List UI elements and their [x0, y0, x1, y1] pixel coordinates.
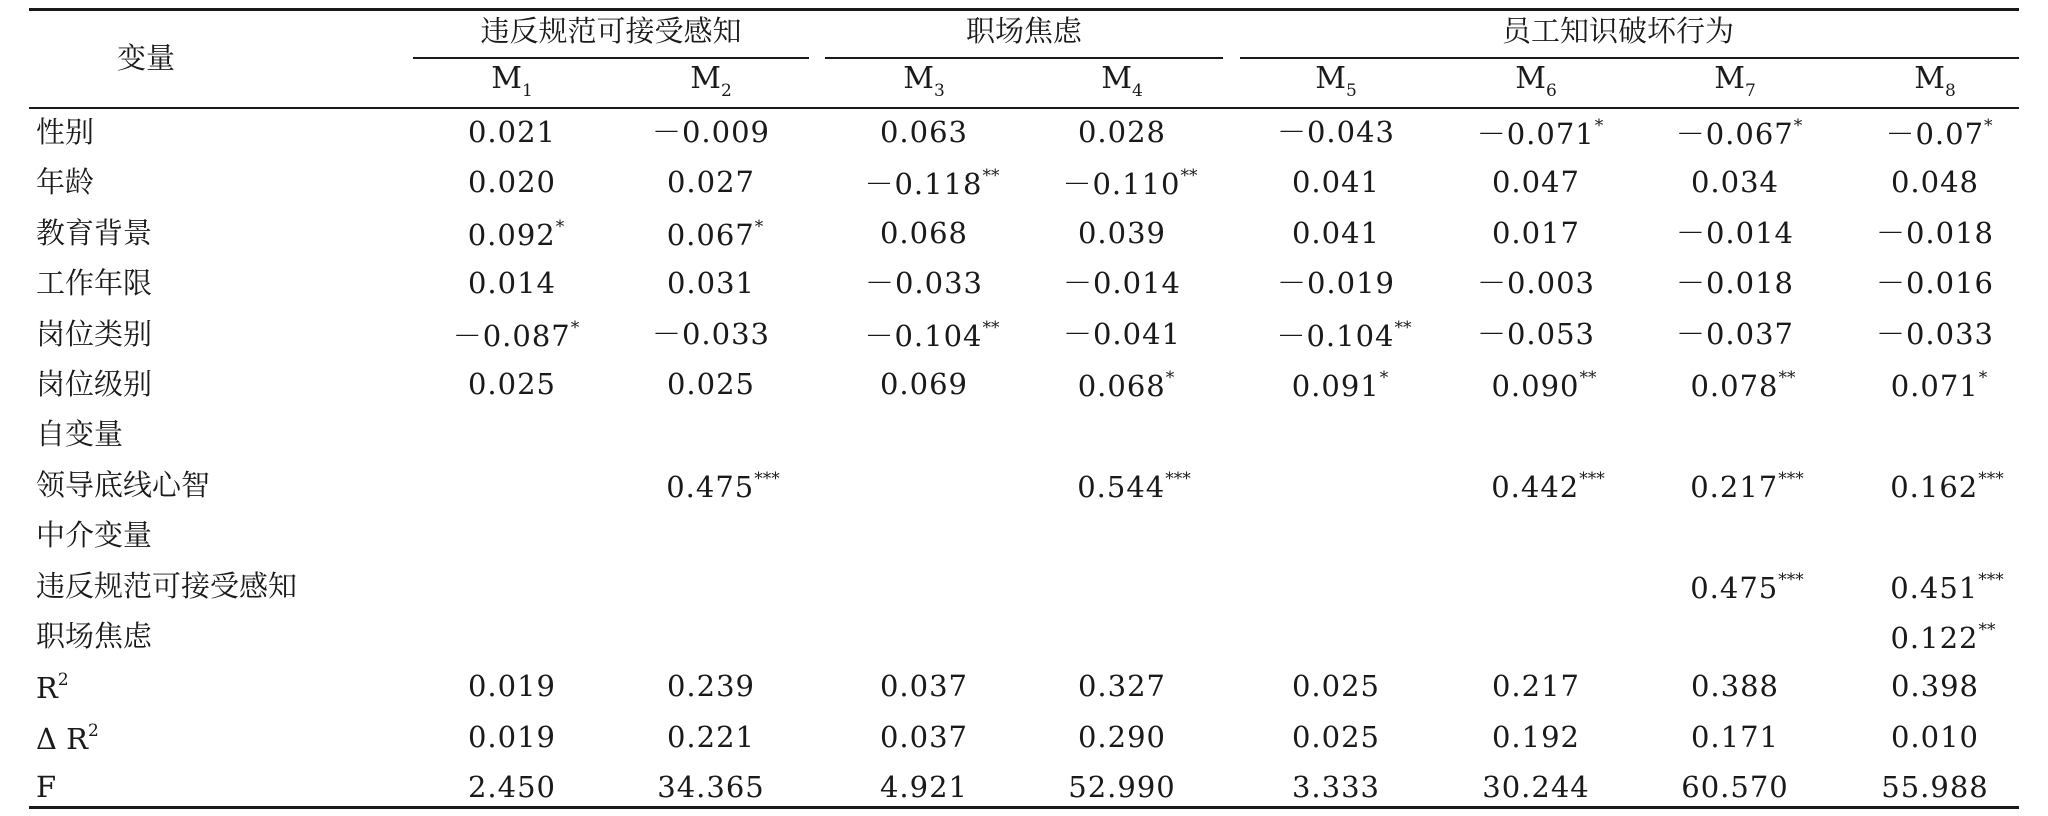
- table-cell: [1292, 370, 1389, 401]
- row-label-text: 教育背景: [36, 216, 153, 250]
- table-cell: [651, 115, 771, 149]
- row-label: [36, 266, 153, 300]
- cell-value: 0.221: [666, 720, 756, 754]
- table-cell: [1881, 770, 1989, 804]
- table-cell: [667, 219, 764, 250]
- model-header-subscript: 5: [1345, 81, 1357, 101]
- cell-value: 0.025: [666, 367, 756, 401]
- table-cell: [453, 320, 580, 351]
- cell-value: 0.041: [1291, 216, 1381, 250]
- significance-mark: **: [1778, 368, 1796, 388]
- cell-value: －0.033: [1875, 317, 1995, 351]
- table-cell: [1077, 669, 1167, 703]
- table-cell: [1077, 115, 1167, 149]
- cell-value: 0.067: [666, 218, 755, 252]
- table-cell: [879, 770, 969, 804]
- table-cell: [1891, 370, 1988, 401]
- cell-value: 0.451: [1890, 571, 1979, 605]
- cell-value: －0.067: [1675, 117, 1794, 151]
- cell-value: 0.025: [1291, 669, 1381, 703]
- cell-value: －0.018: [1675, 266, 1795, 300]
- table-cell: [467, 720, 557, 754]
- model-header: [903, 61, 945, 101]
- table-cell: [1890, 622, 1995, 653]
- cell-value: 0.217: [1491, 669, 1581, 703]
- cell-value: 0.092: [467, 218, 556, 252]
- cell-value: 0.039: [1077, 216, 1167, 250]
- table-cell: [1291, 720, 1381, 754]
- table-cell: [1690, 165, 1780, 199]
- model-header-base: M: [1515, 61, 1546, 96]
- cell-value: 0.171: [1690, 720, 1780, 754]
- cell-value: 0.047: [1491, 165, 1581, 199]
- table-cell: [879, 720, 969, 754]
- significance-mark: ***: [1978, 570, 2004, 590]
- cell-value: －0.033: [651, 317, 771, 351]
- table-cell: [651, 317, 771, 351]
- table-cell: [1875, 266, 1995, 300]
- model-header-base: M: [1714, 61, 1745, 96]
- row-label: [36, 569, 298, 603]
- table-cell: [1690, 720, 1780, 754]
- cell-value: 0.069: [879, 367, 969, 401]
- model-header-base: M: [1914, 61, 1945, 96]
- cell-value: 0.192: [1491, 720, 1581, 754]
- table-cell: [1491, 165, 1581, 199]
- significance-mark: ***: [1778, 570, 1804, 590]
- table-cell: [1077, 471, 1191, 502]
- model-header-subscript: 7: [1744, 81, 1756, 101]
- row-label-text: 性别: [36, 115, 95, 149]
- table-cell: [467, 669, 557, 703]
- table-cell: [1078, 370, 1175, 401]
- table-cell: [864, 266, 984, 300]
- table-cell: [1681, 770, 1789, 804]
- cell-value: 3.333: [1291, 770, 1381, 804]
- table-cell: [467, 165, 557, 199]
- table-cell: [1890, 165, 1980, 199]
- cell-value: 0.041: [1291, 165, 1381, 199]
- model-header-subscript: 4: [1131, 81, 1143, 101]
- row-label-text: 职场焦虑: [36, 619, 153, 653]
- table-cell: [1062, 317, 1182, 351]
- cell-value: 0.021: [467, 115, 557, 149]
- table-cell: [1690, 669, 1780, 703]
- row-label-text: Δ R: [36, 722, 88, 756]
- row-label: [36, 619, 153, 653]
- significance-mark: **: [1978, 620, 1996, 640]
- cell-value: －0.053: [1476, 317, 1596, 351]
- table-cell: [1885, 118, 1992, 149]
- cell-value: －0.07: [1885, 117, 1985, 151]
- significance-mark: **: [982, 318, 1000, 338]
- row-label: [36, 115, 95, 149]
- cell-value: 0.025: [1291, 720, 1381, 754]
- cell-value: 0.327: [1077, 669, 1167, 703]
- row-label: [36, 216, 153, 250]
- table-bottom-rule: [29, 806, 2019, 809]
- table-cell: [879, 115, 969, 149]
- table-cell: [1291, 216, 1381, 250]
- table-cell: [1491, 720, 1581, 754]
- cell-value: 0.090: [1491, 369, 1580, 403]
- row-label-text: 岗位类别: [36, 317, 153, 351]
- table-cell: [1062, 168, 1197, 199]
- cell-value: 0.027: [666, 165, 756, 199]
- table-cell: [666, 471, 780, 502]
- cell-value: 34.365: [657, 770, 765, 804]
- cell-value: 0.475: [666, 470, 755, 504]
- cell-value: 0.020: [467, 165, 557, 199]
- table-cell: [666, 165, 756, 199]
- table-cell: [1890, 572, 2004, 603]
- row-label: [36, 317, 153, 351]
- row-label-text: 岗位级别: [36, 367, 153, 401]
- table-cell: [1675, 317, 1795, 351]
- stub-header: 变量: [116, 41, 176, 75]
- cell-value: 0.217: [1690, 470, 1779, 504]
- table-cell: [666, 367, 756, 401]
- significance-mark: *: [1379, 368, 1389, 388]
- cell-value: 0.025: [467, 367, 557, 401]
- row-label-superscript: 2: [57, 670, 69, 690]
- cell-value: 0.017: [1491, 216, 1581, 250]
- group-header-norm-violation: 违反规范可接受感知: [480, 14, 742, 48]
- model-header-subscript: 8: [1944, 81, 1956, 101]
- row-label: [36, 417, 124, 451]
- cell-value: 0.091: [1291, 369, 1380, 403]
- table-cell: [1291, 669, 1381, 703]
- significance-mark: **: [982, 166, 1000, 186]
- model-header-base: M: [491, 61, 522, 96]
- cell-value: －0.037: [1675, 317, 1795, 351]
- significance-mark: **: [1579, 368, 1597, 388]
- table-cell: [1077, 216, 1167, 250]
- cell-value: 0.290: [1077, 720, 1167, 754]
- cell-value: 0.028: [1077, 115, 1167, 149]
- model-header: [1914, 61, 1956, 101]
- cell-value: 0.162: [1890, 470, 1979, 504]
- row-label-superscript: 2: [88, 721, 99, 741]
- cell-value: 0.037: [879, 669, 969, 703]
- table-cell: [1476, 317, 1596, 351]
- table-cell: [468, 219, 565, 250]
- cell-value: －0.041: [1062, 317, 1182, 351]
- cell-value: －0.110: [1062, 167, 1181, 201]
- table-cell: [1675, 216, 1795, 250]
- row-label: [36, 723, 99, 754]
- table-cell: [1690, 572, 1804, 603]
- table-cell: [1491, 471, 1605, 502]
- significance-mark: *: [1793, 116, 1803, 136]
- model-header: [690, 61, 732, 101]
- cell-value: －0.104: [864, 319, 983, 353]
- significance-mark: *: [1594, 116, 1604, 136]
- cell-value: 0.068: [879, 216, 969, 250]
- cell-value: 0.078: [1690, 369, 1779, 403]
- cell-value: 0.442: [1491, 470, 1580, 504]
- table-cell: [1675, 266, 1795, 300]
- significance-mark: ***: [754, 469, 780, 489]
- table-cell: [467, 770, 557, 804]
- table-header-rule: [29, 107, 2019, 109]
- table-cell: [1476, 266, 1596, 300]
- significance-mark: ***: [1778, 469, 1804, 489]
- significance-mark: **: [1394, 318, 1412, 338]
- cell-value: 0.398: [1890, 669, 1980, 703]
- row-label-text: F: [36, 770, 57, 804]
- table-cell: [1491, 216, 1581, 250]
- model-header: [1714, 61, 1756, 101]
- cell-value: 0.048: [1890, 165, 1980, 199]
- significance-mark: *: [1978, 368, 1988, 388]
- row-label: [36, 367, 153, 401]
- cell-value: 0.010: [1890, 720, 1980, 754]
- cell-value: 0.122: [1890, 621, 1979, 655]
- group-underline-knowledge-sabotage: [1240, 57, 2019, 59]
- significance-mark: *: [754, 217, 764, 237]
- cell-value: －0.014: [1062, 266, 1182, 300]
- model-header: [1515, 61, 1557, 101]
- cell-value: 0.019: [467, 669, 557, 703]
- model-header-subscript: 6: [1545, 81, 1557, 101]
- cell-value: 0.239: [666, 669, 756, 703]
- model-header-base: M: [1101, 61, 1132, 96]
- row-label-text: 中介变量: [36, 518, 153, 552]
- cell-value: －0.043: [1276, 115, 1396, 149]
- cell-value: －0.016: [1875, 266, 1995, 300]
- cell-value: 4.921: [879, 770, 969, 804]
- row-label: [36, 672, 69, 703]
- table-cell: [1062, 266, 1182, 300]
- model-header-base: M: [1315, 61, 1346, 96]
- cell-value: －0.018: [1875, 216, 1995, 250]
- cell-value: 0.475: [1690, 571, 1779, 605]
- table-cell: [1276, 266, 1396, 300]
- cell-value: 2.450: [467, 770, 557, 804]
- table-cell: [1890, 720, 1980, 754]
- cell-value: －0.071: [1476, 117, 1595, 151]
- significance-mark: ***: [1978, 469, 2004, 489]
- table-cell: [1482, 770, 1590, 804]
- model-header: [1315, 61, 1357, 101]
- table-cell: [1875, 317, 1995, 351]
- table-cell: [1875, 216, 1995, 250]
- table-cell: [1491, 370, 1596, 401]
- table-cell: [1890, 669, 1980, 703]
- row-label: [36, 165, 95, 199]
- significance-mark: *: [570, 318, 580, 338]
- table-cell: [1291, 770, 1381, 804]
- cell-value: 30.244: [1482, 770, 1590, 804]
- model-header-subscript: 3: [933, 81, 945, 101]
- cell-value: －0.087: [452, 319, 571, 353]
- cell-value: 60.570: [1681, 770, 1789, 804]
- table-top-rule: [29, 8, 2019, 11]
- table-cell: [666, 720, 756, 754]
- table-cell: [1890, 471, 2004, 502]
- cell-value: 0.034: [1690, 165, 1780, 199]
- cell-value: 0.019: [467, 720, 557, 754]
- row-label: [36, 518, 153, 552]
- table-cell: [1291, 165, 1381, 199]
- row-label-text: R: [36, 671, 58, 705]
- significance-mark: **: [1180, 166, 1198, 186]
- significance-mark: ***: [1165, 469, 1191, 489]
- table-cell: [1068, 770, 1176, 804]
- table-cell: [467, 367, 557, 401]
- table-cell: [879, 669, 969, 703]
- significance-mark: *: [1984, 116, 1993, 136]
- group-header-knowledge-sabotage: 员工知识破坏行为: [1501, 14, 1735, 48]
- cell-value: －0.033: [864, 266, 984, 300]
- row-label: [36, 468, 211, 502]
- significance-mark: ***: [1579, 469, 1605, 489]
- model-header: [1101, 61, 1143, 101]
- table-cell: [1477, 118, 1604, 149]
- cell-value: 0.014: [467, 266, 557, 300]
- significance-mark: *: [555, 217, 565, 237]
- table-cell: [1690, 370, 1795, 401]
- cell-value: 0.031: [666, 266, 756, 300]
- table-cell: [1491, 669, 1581, 703]
- table-cell: [467, 115, 557, 149]
- model-header: [491, 61, 533, 101]
- table-cell: [879, 367, 969, 401]
- row-label-text: 工作年限: [36, 266, 153, 300]
- table-cell: [1690, 471, 1804, 502]
- cell-value: 55.988: [1881, 770, 1989, 804]
- row-label-text: 违反规范可接受感知: [36, 569, 298, 603]
- table-cell: [879, 216, 969, 250]
- row-label-text: 领导底线心智: [36, 468, 211, 502]
- group-underline-workplace-anxiety: [825, 57, 1223, 59]
- table-cell: [1276, 320, 1411, 351]
- model-header-subscript: 1: [521, 81, 533, 101]
- table-cell: [1077, 720, 1167, 754]
- cell-value: 0.071: [1890, 369, 1979, 403]
- table-cell: [864, 168, 999, 199]
- table-cell: [1676, 118, 1803, 149]
- cell-value: －0.118: [864, 167, 983, 201]
- group-underline-norm-violation: [413, 57, 809, 59]
- cell-value: －0.014: [1675, 216, 1795, 250]
- cell-value: －0.003: [1476, 266, 1596, 300]
- model-header-subscript: 2: [720, 81, 732, 101]
- cell-value: －0.104: [1276, 319, 1395, 353]
- cell-value: 0.068: [1077, 369, 1166, 403]
- model-header-base: M: [903, 61, 934, 96]
- cell-value: －0.019: [1276, 266, 1396, 300]
- table-cell: [666, 266, 756, 300]
- table-cell: [1276, 115, 1396, 149]
- table-cell: [666, 669, 756, 703]
- cell-value: 0.388: [1690, 669, 1780, 703]
- table-cell: [467, 266, 557, 300]
- row-label-text: 自变量: [36, 417, 124, 451]
- cell-value: 52.990: [1068, 770, 1176, 804]
- row-label: [36, 770, 57, 804]
- table-cell: [657, 770, 765, 804]
- group-header-workplace-anxiety: 职场焦虑: [965, 14, 1083, 48]
- cell-value: －0.009: [651, 115, 771, 149]
- significance-mark: *: [1165, 368, 1175, 388]
- table-cell: [864, 320, 999, 351]
- row-label-text: 年龄: [36, 165, 95, 199]
- cell-value: 0.037: [879, 720, 969, 754]
- cell-value: 0.063: [879, 115, 969, 149]
- cell-value: 0.544: [1077, 470, 1166, 504]
- model-header-base: M: [690, 61, 721, 96]
